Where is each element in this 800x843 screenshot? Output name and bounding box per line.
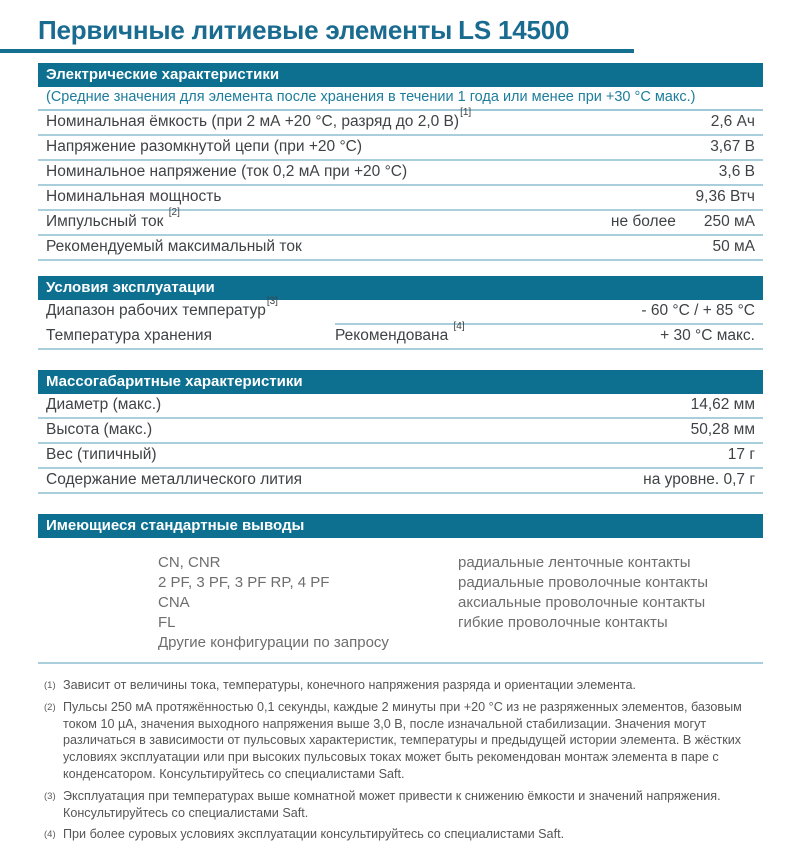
table-row	[38, 469, 763, 494]
page-content	[38, 63, 763, 664]
footnote-text: Эксплуатация при температурах выше комнатной может привести к снижению ёмкости и значений напряжения. Консультируйтесь со специалистами Saft.	[63, 788, 721, 820]
footnote	[44, 677, 770, 694]
row-label: Вес (типичный)	[46, 446, 157, 463]
footnote-ref: [1]	[460, 106, 472, 118]
product-model: LS 14500	[458, 15, 570, 45]
section-header-physical: Массогабаритные характеристики	[38, 370, 763, 394]
terminal-description: гибкие проволочные контакты	[458, 614, 668, 631]
row-value: на уровне. 0,7 г	[643, 471, 755, 488]
table-row	[38, 320, 763, 350]
footnote	[44, 699, 770, 783]
table-row	[38, 161, 763, 186]
table-row	[38, 186, 763, 211]
terminal-description: радиальные проволочные контакты	[458, 574, 709, 591]
row-value: + 30 °C макс.	[660, 327, 755, 344]
row-middle: Рекомендована [4]	[335, 320, 465, 344]
row-label: Температура хранения	[46, 327, 212, 344]
row-value: - 60 °C / + 85 °C	[641, 302, 755, 319]
row-label: Импульсный ток [2]	[46, 206, 180, 230]
row-label: Диаметр (макс.)	[46, 396, 162, 413]
table-row	[38, 295, 763, 325]
terminal-code: 2 PF, 3 PF, 3 PF RP, 4 PF	[158, 574, 330, 591]
footnote-ref: [4]	[453, 320, 465, 332]
row-label: Рекомендуемый максимальный ток	[46, 238, 302, 255]
section-note-electrical: (Средние значения для элемента после хранения в течении 1 года или менее при +30 °C макс.)	[38, 87, 763, 111]
table-row	[38, 444, 763, 469]
row-value: 3,67 В	[710, 138, 755, 155]
row-label: Высота (макс.)	[46, 421, 153, 438]
footnote	[44, 826, 770, 843]
row-right-part	[335, 320, 763, 348]
table-row	[38, 419, 763, 444]
title-underline	[0, 49, 634, 53]
datasheet-page	[0, 15, 800, 842]
table-row	[38, 394, 763, 419]
table-row	[38, 206, 763, 236]
row-label: Напряжение разомкнутой цепи (при +20 °C)	[46, 138, 363, 155]
row-value: 3,6 В	[718, 163, 755, 180]
terminal-code: CN, CNR	[158, 554, 221, 571]
footnote-text: Пульсы 250 мА протяжённостью 0,1 секунды, каждые 2 минуты при +20 °C из не разряженных элементов, базовым током 10 µА, значения выходного напряжения выше 3,0 В, после изначальной стабилизации. Значения могут различаться в зависимости от пульсовых характеристик, температуры и предыдущей истории элемента. В жёстких условиях эксплуатации или при высоких пульсовых токах может быть рекомендован монтаж элемента в паре с конденсатором. Консультируйтесь со специалистами Saft.	[63, 699, 742, 781]
section-header-operating: Условия эксплуатации	[38, 276, 763, 300]
footnote-marker: (1)	[44, 680, 56, 691]
footnotes-block	[44, 677, 770, 843]
row-value: 14,62 мм	[690, 396, 755, 413]
page-title	[38, 15, 800, 45]
footnote-ref: [2]	[168, 206, 180, 218]
row-middle	[335, 302, 336, 320]
footnote	[44, 788, 770, 822]
footnote-marker: (3)	[44, 790, 56, 802]
section-header-terminals: Имеющиеся стандартные выводы	[38, 514, 763, 538]
section-header-electrical: Электрические характеристики	[38, 63, 763, 87]
row-value: 250 мА	[703, 213, 755, 230]
terminals-block	[38, 538, 763, 664]
table-row	[38, 136, 763, 161]
footnote-marker: (2)	[44, 701, 56, 713]
row-label: Диапазон рабочих температур[3]	[46, 295, 278, 319]
footnote-ref: [3]	[266, 295, 278, 307]
row-label: Номинальная ёмкость (при 2 мА +20 °C, разряд до 2,0 В)[1]	[46, 106, 472, 130]
terminal-code: CNA	[158, 594, 190, 611]
row-right-part	[335, 300, 763, 325]
terminal-descriptions-column	[458, 553, 763, 653]
row-label: Номинальное напряжение (ток 0,2 мА при +20 °C)	[46, 163, 408, 180]
row-value: 9,36 Втч	[695, 188, 755, 205]
footnote-text: При более суровых условиях эксплуатации консультируйтесь со специалистами Saft.	[63, 827, 565, 842]
row-value: 2,6 Ач	[710, 113, 755, 130]
terminal-description: аксиальные проволочные контакты	[458, 594, 706, 611]
row-value: 50,28 мм	[690, 421, 755, 438]
row-value: 50 мА	[712, 238, 755, 255]
table-row	[38, 236, 763, 261]
page-title-text: Первичные литиевые элементы	[38, 15, 453, 45]
footnote-marker: (4)	[44, 829, 56, 841]
terminal-codes-column	[158, 553, 458, 653]
footnote-text: Зависит от величины тока, температуры, конечного напряжения разряда и ориентации элемента.	[63, 678, 637, 692]
table-row	[38, 106, 763, 136]
row-value: 17 г	[727, 446, 755, 463]
row-label: Содержание металлического лития	[46, 471, 303, 488]
row-qualifier: не более	[610, 213, 676, 230]
terminal-code: FL	[158, 614, 176, 631]
terminal-description: радиальные ленточные контакты	[458, 554, 691, 571]
terminal-code: Другие конфигурации по запросу	[158, 634, 389, 651]
row-label: Номинальная мощность	[46, 188, 222, 205]
